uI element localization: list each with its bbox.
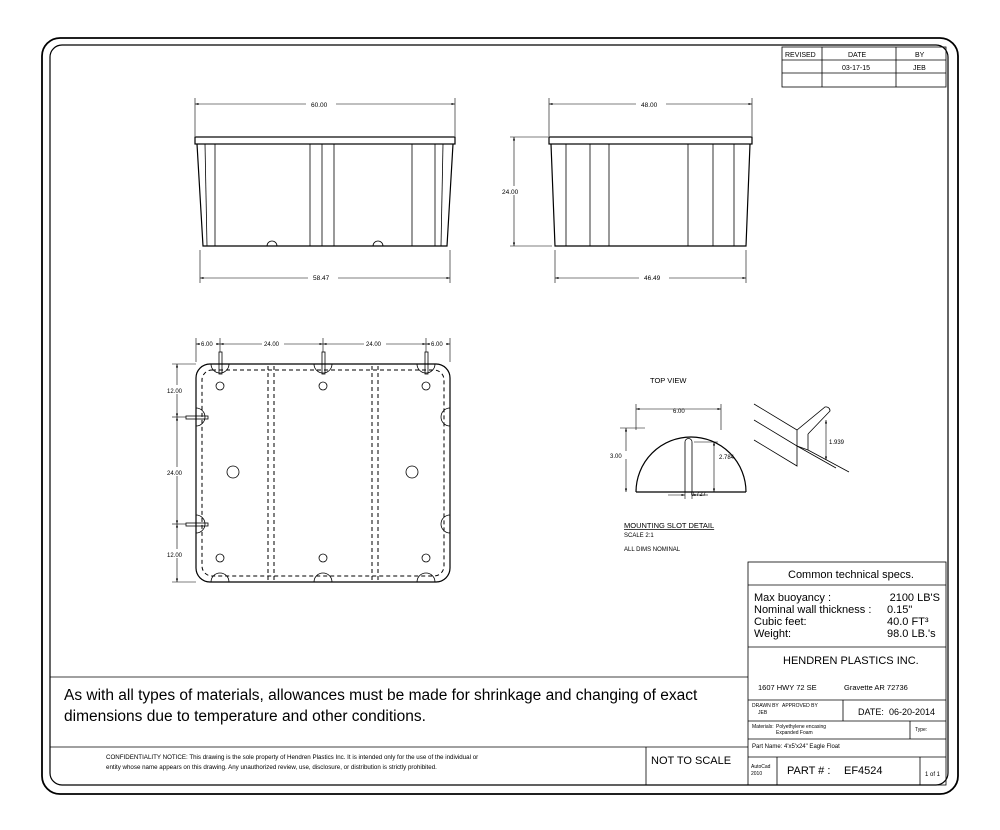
approved-by-label: APPROVED BY: [782, 703, 818, 709]
plan-top-dim-4: 6.00: [431, 342, 443, 348]
top-view-label: TOP VIEW: [650, 376, 687, 385]
drawn-by-label: DRAWN BY: [752, 703, 779, 709]
sheet-inner-border: [50, 45, 948, 785]
plan-top-dim-3: 24.00: [366, 342, 382, 348]
iso-dim: 1.939: [829, 440, 845, 446]
plan-left-dim-2: 24.00: [167, 471, 183, 477]
front-bottom-dim: 58.47: [313, 275, 330, 282]
slot-height-dim: 3.00: [610, 454, 622, 460]
spec-value-weight: 98.0 LB.'s: [887, 628, 936, 640]
sheet-outer-border: [42, 38, 958, 794]
materials-line-2: Expanded Foam: [776, 730, 813, 736]
front-top-dim: 60.00: [311, 102, 328, 109]
confidentiality-line-1: CONFIDENTIALITY NOTICE: This drawing is the sole property of Hendren Plastics Inc. It is intended only for the use of the individual or: [106, 754, 479, 761]
part-name-label: Part Name:: [752, 744, 783, 750]
revision-by: JEB: [913, 65, 926, 72]
revised-header: REVISED: [785, 52, 816, 59]
notes-area: [50, 677, 748, 785]
confidentiality-line-2: entity whose name appears on this drawing. Any unauthorized review, use, disclosure, or distribution is strictly prohibited.: [106, 764, 437, 771]
spec-value-cubic: 40.0 FT³: [887, 616, 929, 628]
slot-detail-scale: SCALE 2:1: [624, 533, 654, 539]
date-label: DATE:: [858, 707, 884, 717]
part-name-value: 4'x5'x24" Eagle Float: [784, 744, 840, 750]
spec-value-buoyancy: 2100 LB'S: [889, 592, 940, 604]
materials-line-1: Polyethylene encasing: [776, 724, 827, 730]
side-height-dim: 24.00: [502, 189, 519, 196]
title-block: [748, 562, 946, 785]
plan-left-dim-3: 12.00: [167, 553, 183, 559]
mounting-slot-detail: [609, 376, 849, 553]
company-name: HENDREN PLASTICS INC.: [783, 655, 919, 667]
by-header: BY: [915, 52, 925, 59]
plan-top-dim-1: 6.00: [201, 342, 213, 348]
spec-label-wall: Nominal wall thickness :: [754, 604, 872, 616]
spec-label-cubic: Cubic feet:: [754, 616, 807, 628]
slot-detail-note: ALL DIMS NOMINAL: [624, 547, 681, 553]
software-line-2: 2010: [751, 771, 763, 777]
plan-view: [166, 338, 450, 582]
allowance-line-2: dimensions due to temperature and other conditions.: [64, 708, 426, 725]
spec-value-wall: 0.15": [887, 604, 913, 616]
slot-narrow-dim: 0.727: [691, 492, 707, 498]
spec-label-buoyancy: Max buoyancy :: [754, 592, 832, 604]
not-to-scale: NOT TO SCALE: [651, 755, 732, 767]
type-label: Type:: [915, 727, 928, 733]
materials-label: Materials:: [752, 724, 774, 730]
date-header: DATE: [848, 52, 867, 59]
side-top-dim: 48.00: [641, 102, 658, 109]
side-view: [500, 98, 752, 283]
part-number-label: PART # :: [787, 765, 831, 777]
drawn-by-value: JEB: [758, 710, 768, 716]
side-bottom-dim: 46.49: [644, 275, 661, 282]
slot-detail-title: MOUNTING SLOT DETAIL: [624, 521, 715, 530]
plan-top-dim-2: 24.00: [264, 342, 280, 348]
company-city: Gravette AR 72736: [844, 683, 908, 692]
software-line-1: AutoCad: [751, 764, 771, 770]
sheet-number: 1 of 1: [925, 772, 941, 778]
revision-date: 03-17-15: [842, 65, 871, 72]
date-value: 06-20-2014: [889, 707, 936, 717]
front-view: [195, 98, 455, 283]
allowance-line-1: As with all types of materials, allowances must be made for shrinkage and changing of exact: [64, 687, 698, 704]
part-number-value: EF4524: [844, 765, 883, 777]
company-address: 1607 HWY 72 SE: [758, 683, 817, 692]
slot-width-dim: 6.00: [673, 409, 685, 415]
slot-depth-dim: 2.784: [719, 455, 735, 461]
specs-title: Common technical specs.: [788, 569, 914, 581]
revision-block: [782, 47, 946, 87]
spec-label-weight: Weight:: [754, 628, 792, 640]
plan-left-dim-1: 12.00: [167, 389, 183, 395]
